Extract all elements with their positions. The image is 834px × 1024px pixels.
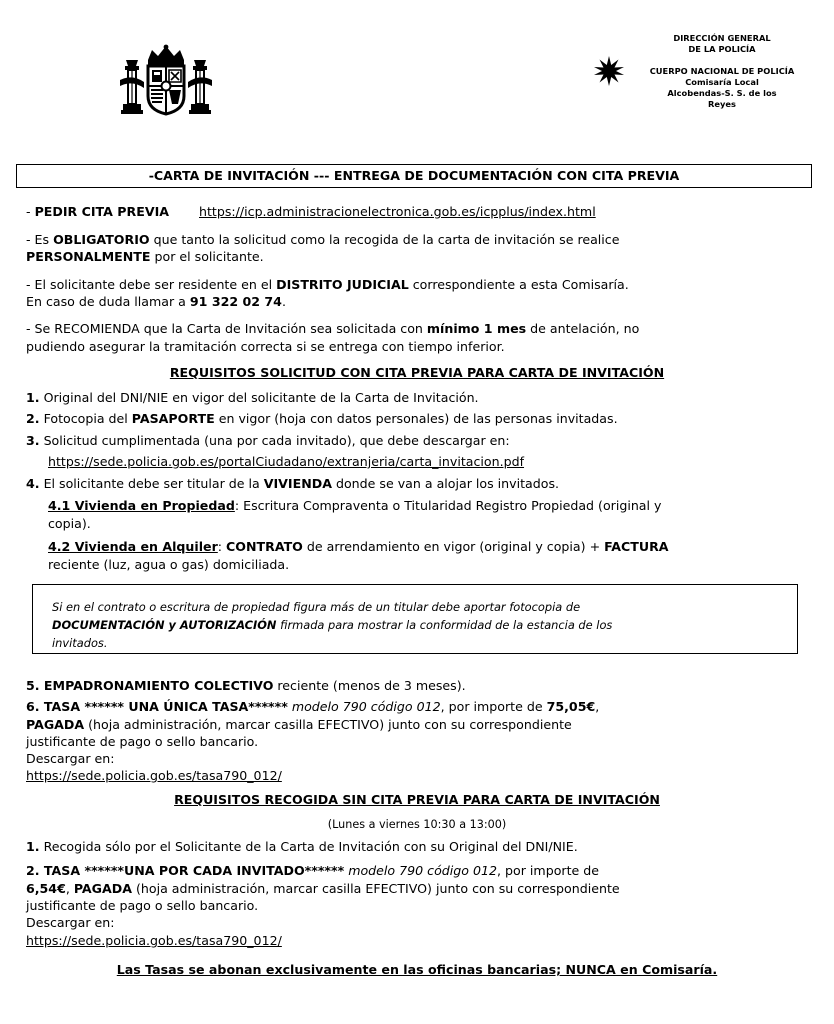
tasa-bold: 2. TASA ******UNA POR CADA INVITADO******: [26, 863, 345, 878]
text: - Se RECOMIENDA que la Carta de Invitación sea solicitada con: [26, 321, 427, 336]
text: .: [281, 294, 286, 309]
section1-heading: REQUISITOS SOLICITUD CON CITA PREVIA PARA CARTA DE INVITACIÓN: [169, 365, 665, 380]
vivienda-alquiler-label: 4.2 Vivienda en Alquiler: [48, 539, 218, 554]
duda-line: [26, 293, 816, 310]
recogida-1: [26, 838, 816, 855]
amount-bold: 6,54€: [26, 881, 66, 896]
contrato-bold: CONTRATO: [226, 539, 303, 554]
requirement-4-2-line-2: reciente (luz, agua o gas) domiciliada.: [48, 557, 290, 572]
pagada-bold: PAGADA: [73, 881, 132, 896]
text: - Es: [26, 232, 54, 247]
modelo-italic: modelo 790 código 012: [287, 699, 441, 714]
org-line-6: Reyes: [708, 99, 736, 109]
carta-invitacion-link-line: [48, 453, 834, 470]
documentacion-bold: DOCUMENTACIÓN y AUTORIZACIÓN: [52, 618, 277, 632]
requirement-2: [26, 410, 816, 427]
police-star-icon: [594, 56, 624, 86]
cita-previa-line: [26, 203, 816, 220]
text: - El solicitante debe ser residente en el: [26, 277, 277, 292]
note-line-1: Si en el contrato o escritura de propiedad figura más de un titular debe aportar fotocopia de: [52, 600, 581, 614]
org-line-5: Alcobendas-S. S. de los: [667, 88, 777, 98]
text: de arrendamiento en vigor (original y copia) +: [302, 539, 605, 554]
carta-invitacion-link[interactable]: https://sede.policia.gob.es/portalCiudadano/extranjeria/carta_invitacion.pdf: [48, 454, 525, 469]
minimo-bold: mínimo 1 mes: [426, 321, 527, 336]
org-line-3: CUERPO NACIONAL DE POLICÍA: [649, 66, 795, 76]
text: Recogida sólo por el Solicitante de la Carta de Invitación con su Original del DNI/NIE.: [39, 839, 578, 854]
phone-number: 91 322 02 74: [189, 294, 282, 309]
text: de antelación, no: [526, 321, 640, 336]
org-line-2: DE LA POLICÍA: [688, 44, 756, 54]
obligatorio-bold: OBLIGATORIO: [53, 232, 150, 247]
text: correspondiente a esta Comisaría.: [408, 277, 629, 292]
text: que tanto la solicitud como la recogida de la carta de invitación se realice: [149, 232, 620, 247]
text: El solicitante debe ser titular de la: [39, 476, 264, 491]
spanish-coat-of-arms-icon: [118, 44, 214, 120]
org-line-1: DIRECCIÓN GENERAL: [673, 33, 771, 43]
text: reciente (menos de 3 meses).: [273, 678, 466, 693]
personalmente-line: [26, 248, 816, 265]
text: en vigor (hoja con datos personales) de las personas invitadas.: [214, 411, 618, 426]
requirement-3: [26, 432, 816, 449]
text: ,: [65, 881, 74, 896]
distrito-line: [26, 276, 816, 293]
empadronamiento-bold: 5. EMPADRONAMIENTO COLECTIVO: [26, 678, 274, 693]
text: Original del DNI/NIE en vigor del solicitante de la Carta de Invitación.: [39, 390, 479, 405]
tasa-link-2[interactable]: https://sede.policia.gob.es/tasa790_012/: [26, 933, 282, 948]
recogida-2-line-3: justificante de pago o sello bancario.: [26, 898, 259, 913]
text: Solicitud cumplimentada (una por cada invitado), que debe descargar en:: [39, 433, 510, 448]
note-line-3: invitados.: [52, 636, 108, 650]
note-line-2: [52, 616, 779, 634]
item-number: 3.: [26, 433, 40, 448]
item-number: 2.: [26, 411, 40, 426]
item-number: 1.: [26, 390, 40, 405]
text: firmada para mostrar la conformidad de la estancia de los: [276, 618, 613, 632]
factura-bold: FACTURA: [604, 539, 669, 554]
text: donde se van a alojar los invitados.: [331, 476, 560, 491]
recomienda-line-2: pudiendo asegurar la tramitación correcta si se entrega con tiempo inferior.: [26, 339, 505, 354]
vivienda-bold: VIVIENDA: [263, 476, 332, 491]
item-number: 1.: [26, 839, 40, 854]
recogida-2: [26, 862, 816, 879]
requirement-6-line-3: justificante de pago o sello bancario.: [26, 734, 259, 749]
text: En caso de duda llamar a: [26, 294, 190, 309]
organization-header: [636, 33, 808, 110]
personalmente-bold: PERSONALMENTE: [26, 249, 151, 264]
text: ,: [595, 699, 600, 714]
tasa-link[interactable]: https://sede.policia.gob.es/tasa790_012/: [26, 768, 282, 783]
text: por el solicitante.: [150, 249, 264, 264]
tasa-link-line-2: [26, 932, 816, 949]
section2-heading: REQUISITOS RECOGIDA SIN CITA PREVIA PARA CARTA DE INVITACIÓN: [174, 792, 660, 807]
requirement-1: [26, 389, 816, 406]
amount-bold: 75,05€: [546, 699, 596, 714]
tasa-link-line: [26, 767, 816, 784]
descargar-label-2: Descargar en:: [26, 915, 115, 930]
descargar-label: Descargar en:: [26, 751, 115, 766]
note-box: [32, 584, 798, 654]
pagada-bold: PAGADA: [26, 717, 85, 732]
recomienda-line: [26, 320, 816, 337]
cita-previa-link[interactable]: https://icp.administracionelectronica.gob.es/icpplus/index.html: [199, 204, 596, 219]
requirement-4-1: [48, 497, 834, 514]
requirement-6: [26, 698, 816, 715]
text: Fotocopia del: [39, 411, 132, 426]
obligatorio-line: [26, 231, 816, 248]
text: : Escritura Compraventa o Titularidad Registro Propiedad (original y: [234, 498, 662, 513]
document-title: -CARTA DE INVITACIÓN --- ENTREGA DE DOCUMENTACIÓN CON CITA PREVIA: [16, 164, 812, 188]
requirement-4-1-line-2: copia).: [48, 516, 91, 531]
text: (hoja administración, marcar casilla EFECTIVO) junto con su correspondiente: [131, 881, 620, 896]
text: , por importe de: [497, 863, 600, 878]
vivienda-propiedad-label: 4.1 Vivienda en Propiedad: [48, 498, 235, 513]
footer-notice: Las Tasas se abonan exclusivamente en las oficinas bancarias; NUNCA en Comisaría.: [116, 962, 718, 977]
text: , por importe de: [440, 699, 547, 714]
requirement-4: [26, 475, 816, 492]
requirement-6-line-2: [26, 716, 816, 733]
item-number: 4.: [26, 476, 40, 491]
dash: -: [26, 204, 35, 219]
pasaporte-bold: PASAPORTE: [131, 411, 215, 426]
cita-previa-label: PEDIR CITA PREVIA: [34, 204, 169, 219]
tasa-bold: 6. TASA ****** UNA ÚNICA TASA******: [26, 699, 288, 714]
requirement-5: [26, 677, 816, 694]
org-line-4: Comisaría Local: [685, 77, 759, 87]
modelo-italic: modelo 790 código 012: [344, 863, 498, 878]
schedule: (Lunes a viernes 10:30 a 13:00): [327, 818, 507, 831]
text: (hoja administración, marcar casilla EFECTIVO) junto con su correspondiente: [84, 717, 572, 732]
text: :: [217, 539, 227, 554]
requirement-4-2: [48, 538, 834, 555]
recogida-2-line-2: [26, 880, 816, 897]
distrito-bold: DISTRITO JUDICIAL: [276, 277, 409, 292]
